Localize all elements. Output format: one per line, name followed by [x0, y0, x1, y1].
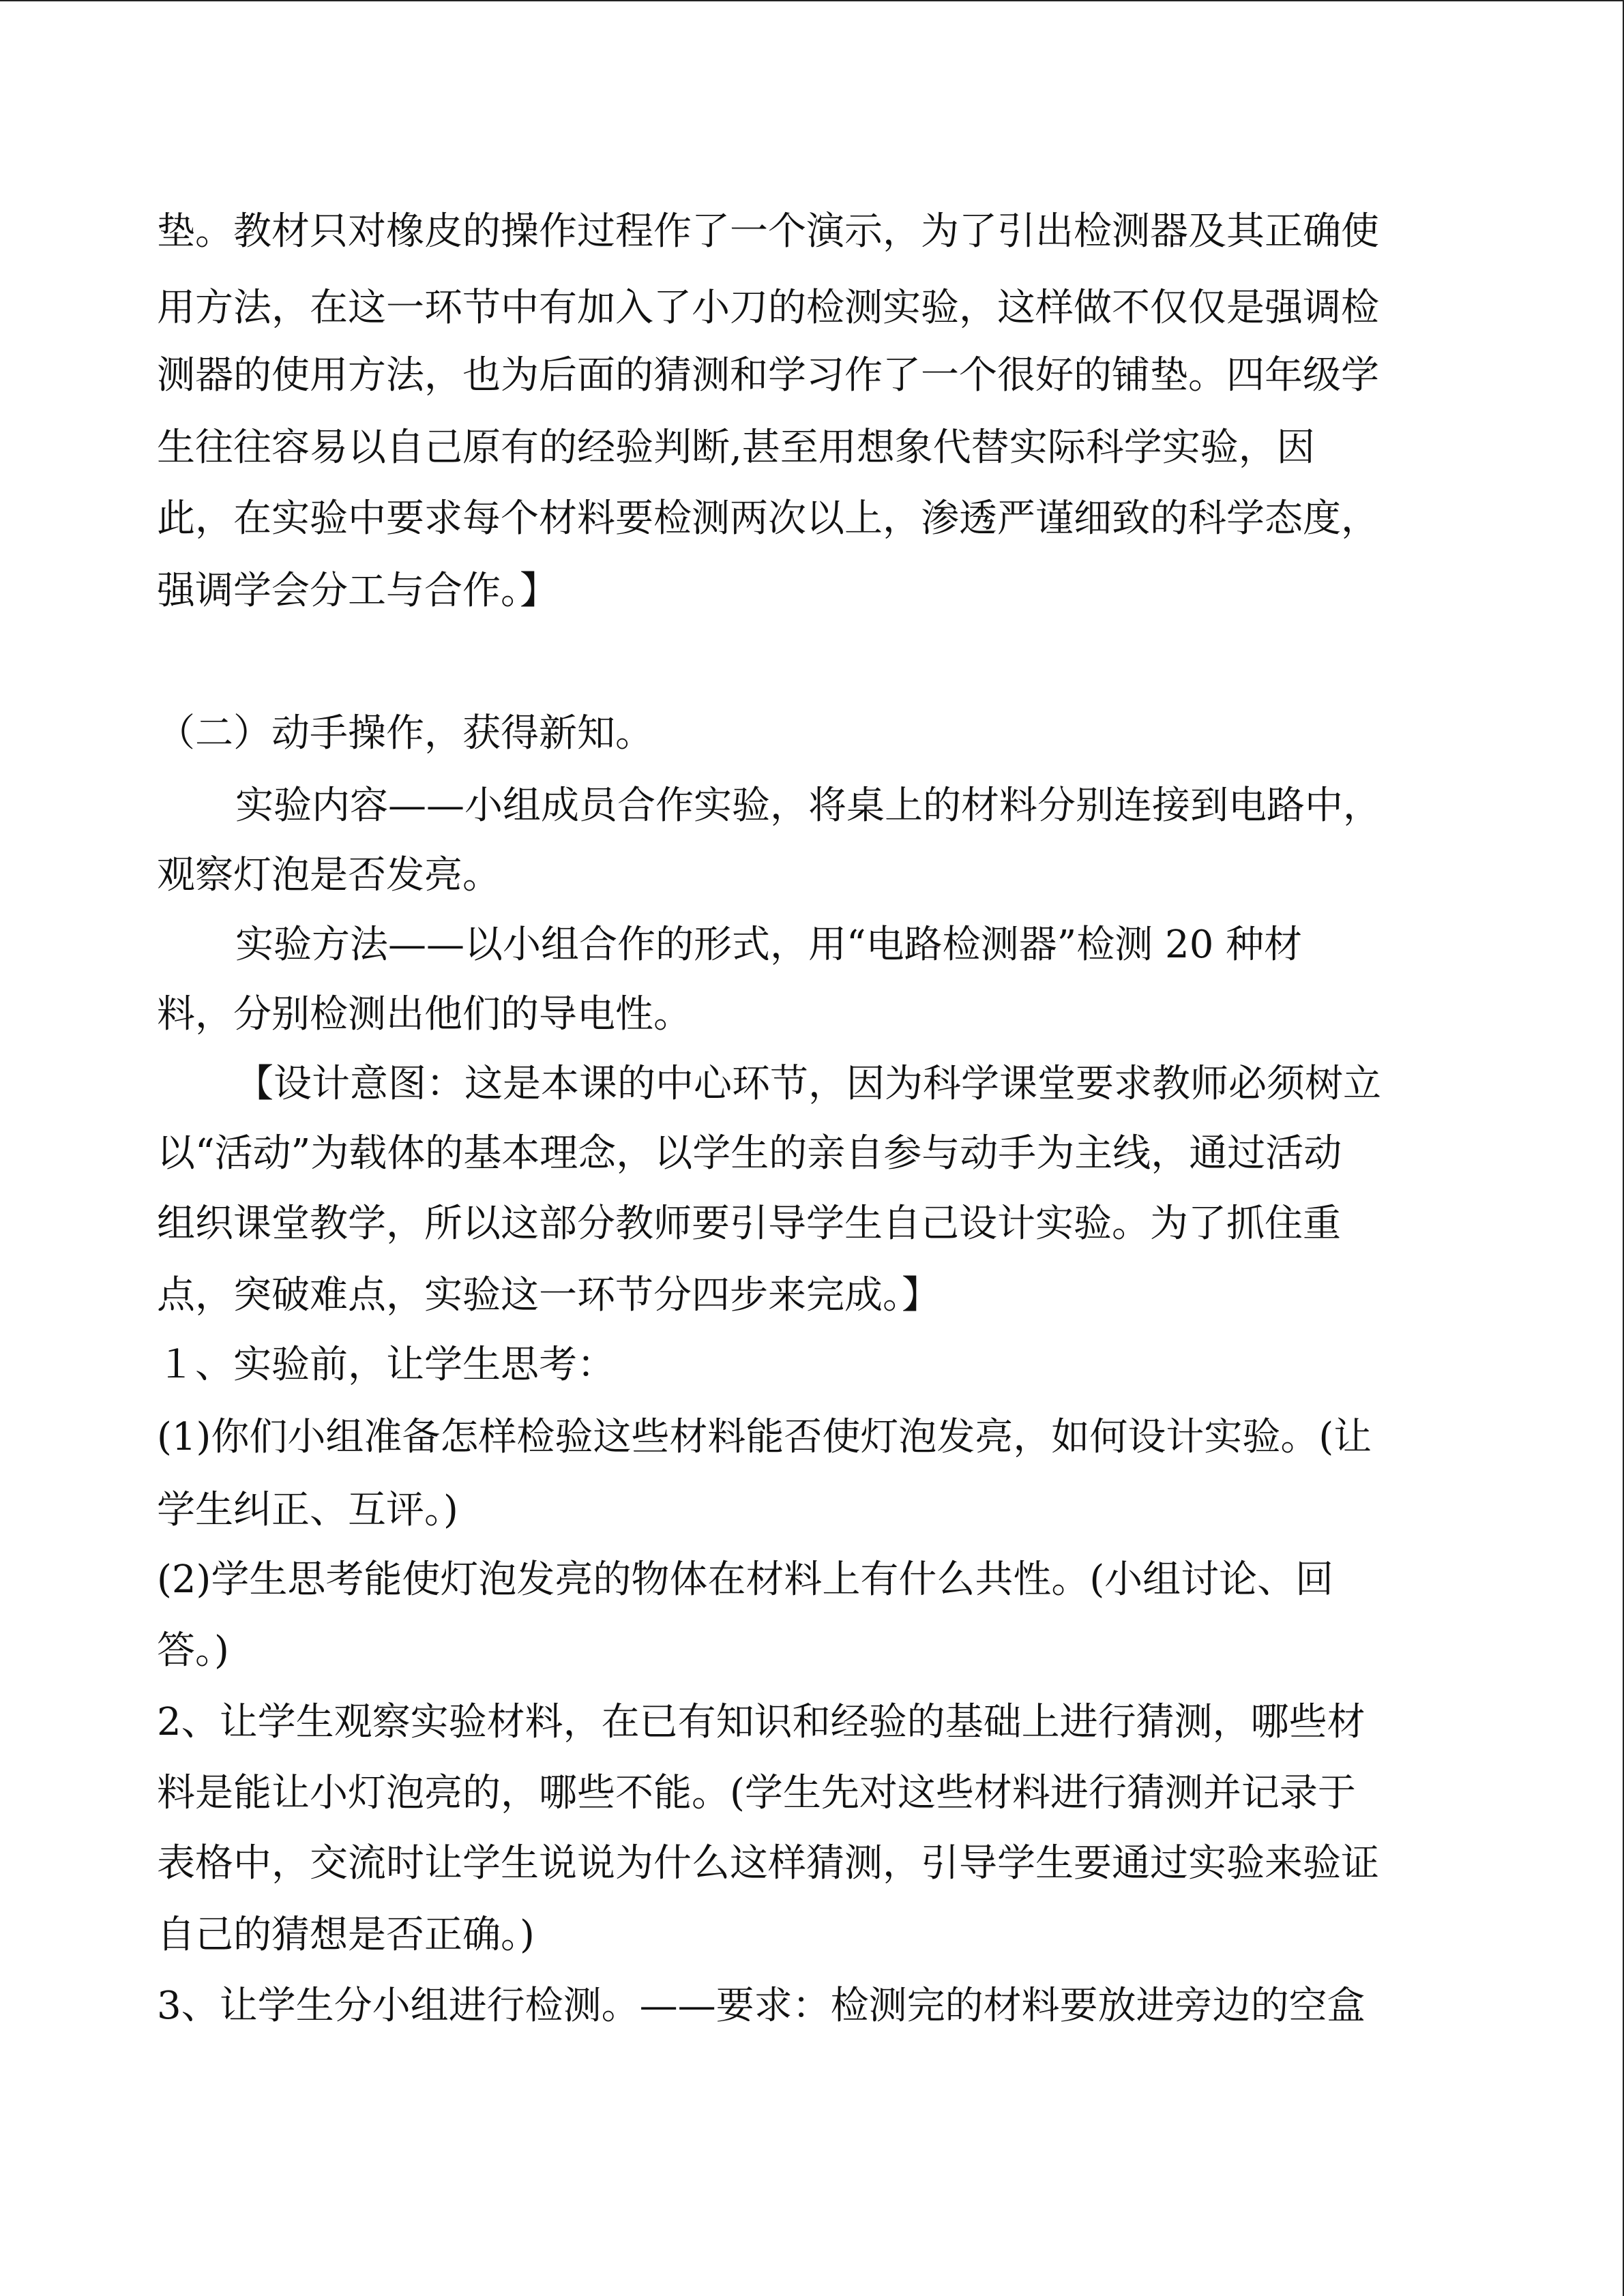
section-heading: （二）动手操作，获得新知。	[157, 711, 653, 756]
text-line: 料，分别检测出他们的导电性。	[157, 992, 692, 1037]
list-item: (2)学生思考能使灯泡发亮的物体在材料上有什么共性。(小组讨论、回	[157, 1557, 1334, 1602]
text-line: 实验方法——以小组合作的形式，用“电路检测器”检测 20 种材	[235, 923, 1303, 967]
text-line: 组织课堂教学，所以这部分教师要引导学生自己设计实验。为了抓住重	[157, 1202, 1341, 1246]
text-line: 此，在实验中要求每个材料要检测两次以上，渗透严谨细致的科学态度，	[157, 496, 1379, 541]
text-line: 生往往容易以自己原有的经验判断,甚至用想象代替实际科学实验，因	[157, 426, 1315, 470]
text-line: 答。)	[157, 1628, 229, 1673]
text-line: 用方法，在这一环节中有加入了小刀的检测实验，这样做不仅仅是强调检	[157, 286, 1379, 330]
text-line: 观察灯泡是否发亮。	[157, 853, 501, 897]
text-line: 【设计意图：这是本课的中心环节，因为科学课堂要求教师必须树立	[235, 1062, 1381, 1106]
text-line: 料是能让小灯泡亮的，哪些不能。(学生先对这些材料进行猜测并记录于	[157, 1771, 1356, 1815]
text-line: 测器的使用方法，也为后面的猜测和学习作了一个很好的铺垫。四年级学	[157, 353, 1379, 398]
list-item: 2、让学生观察实验材料，在已有知识和经验的基础上进行猜测，哪些材	[157, 1700, 1365, 1744]
text-line: 表格中，交流时让学生说说为什么这样猜测，引导学生要通过实验来验证	[157, 1841, 1379, 1885]
text-line: 实验内容——小组成员合作实验，将桌上的材料分别连接到电路中，	[235, 784, 1381, 828]
text-line: 学生纠正、互评。)	[157, 1488, 458, 1532]
list-item: 3、让学生分小组进行检测。——要求：检测完的材料要放进旁边的空盒	[157, 1984, 1365, 2028]
text-line: 点，突破难点，实验这一环节分四步来完成。】	[157, 1273, 940, 1317]
text-line: 自己的猜想是否正确。)	[157, 1913, 535, 1957]
text-line: 以“活动”为载体的基本理念，以学生的亲自参与动手为主线，通过活动	[157, 1131, 1342, 1176]
text-line: 垫。教材只对橡皮的操作过程作了一个演示，为了引出检测器及其正确使	[157, 209, 1379, 254]
list-item: １、实验前，让学生思考：	[157, 1343, 615, 1387]
list-item: (1)你们小组准备怎样检验这些材料能否使灯泡发亮，如何设计实验。(让	[157, 1415, 1372, 1459]
text-line: 强调学会分工与合作。】	[157, 569, 558, 613]
